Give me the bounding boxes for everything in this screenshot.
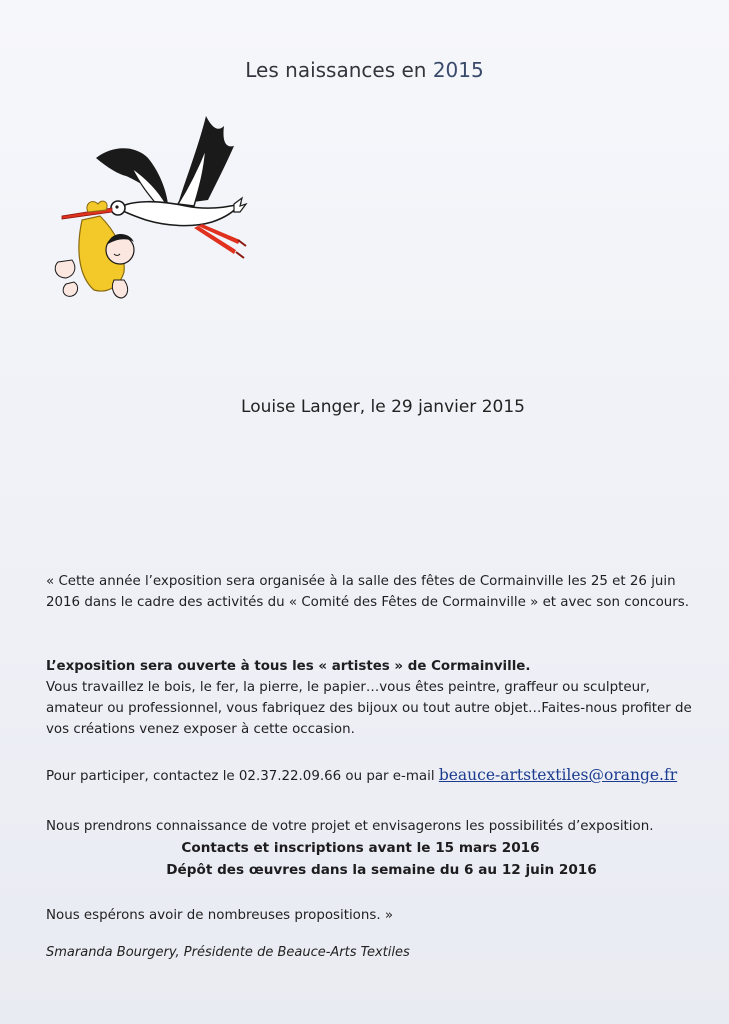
signature: Smaranda Bourgery, Présidente de Beauce-Arts Textiles xyxy=(46,945,410,960)
paragraph-intro: « Cette année l’exposition sera organisée à la salle des fêtes de Cormainville les 25 et 26 juin 2016 dans le cadre des activités du « Comité des Fêtes de Cormainville » et avec son concours. xyxy=(46,574,690,610)
deadline-registration: Contacts et inscriptions avant le 15 mars 2016 xyxy=(181,840,540,856)
contact-text: Pour participer, contactez le 02.37.22.09.66 ou par e-mail xyxy=(46,769,435,784)
invitation-body: Vous travaillez le bois, le fer, la pierre, le papier…vous êtes peintre, graffeur ou sculpteur, amateur ou professionnel, vous fabriquez des bijoux ou tout autre objet…Faites-nous profiter de vos créations venez exposer à cette occasion. xyxy=(46,680,692,737)
page-title xyxy=(0,58,729,82)
page-title-text: Les naissances en xyxy=(245,58,427,82)
invitation-heading: L’exposition sera ouverte à tous les « artistes » de Cormainville. xyxy=(46,659,531,674)
paragraph-invitation xyxy=(46,656,706,740)
paragraph-project: Nous prendrons connaissance de votre projet et envisagerons les possibilités d’exposition. xyxy=(46,819,654,834)
deadline-deposit: Dépôt des œuvres dans la semaine du 6 au 12 juin 2016 xyxy=(166,862,597,878)
page-title-year: 2015 xyxy=(432,58,484,82)
paragraph-contact xyxy=(46,765,706,787)
paragraph-closing: Nous espérons avoir de nombreuses propositions. » xyxy=(46,908,394,923)
birth-announcement: Louise Langer, le 29 janvier 2015 xyxy=(241,397,525,417)
contact-email-link[interactable]: beauce-artstextiles@orange.fr xyxy=(438,766,678,784)
stork-with-baby-icon xyxy=(48,108,256,306)
